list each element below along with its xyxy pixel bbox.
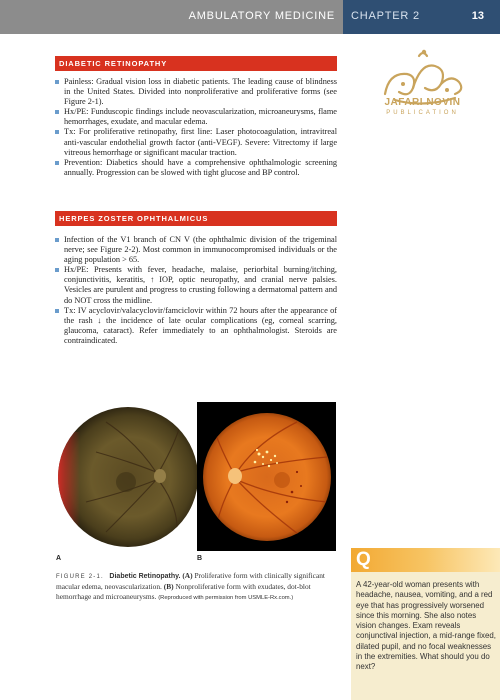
question-text: A 42-year-old woman presents with headache, nausea, vomiting, and a red eye that has progressively worsened since this morning. She also notes vision changes. Exam reveals conjunctival injection, a mid-range fixed, dilated pupil, and no focal weaknesses in the extremities. What should you do next? (356, 580, 496, 672)
figure-title: Diabetic Retinopathy. (109, 573, 181, 580)
list-item: Infection of the V1 branch of CN V (the ophthalmic division of the trigeminal nerve; see Figure 2-2). Most common in immunocompromised individuals or the aging population > 65. (55, 235, 337, 265)
question-strip (351, 548, 500, 572)
running-title: AMBULATORY MEDICINE (188, 10, 335, 22)
chapter-label: CHAPTER 2 (351, 10, 420, 22)
figure-label-a: A (56, 555, 62, 562)
bullet-list-herpes-zoster (55, 235, 337, 346)
chapter-header (343, 0, 500, 34)
caption-label-a: (A) (182, 571, 193, 580)
section-heading-herpes-zoster (55, 211, 337, 226)
caption-text-b: Nonproliferative form with exudates, dot-blot hemorrhage and microaneurysms. (56, 582, 311, 601)
page-number: 13 (471, 10, 484, 22)
running-header (0, 0, 343, 34)
section-heading-text: HERPES ZOSTER OPHTHALMICUS (59, 214, 209, 223)
caption-reproduction-note: (Reproduced with permission from USMLE-Rx.com.) (158, 594, 294, 601)
list-item: Hx/PE: Funduscopic findings include neovascularization, microaneurysms, flame hemorrhages, exudate, and macular edema. (55, 107, 337, 127)
caption-text-a: Proliferative form with clinically significant macular edema, neovascularization. (56, 571, 325, 592)
list-item: Tx: IV acyclovir/valacyclovir/famciclovir within 72 hours after the appearance of the rash ↓ the incidence of late ocular complications (eg, corneal scarring, glaucoma, cataract). Refer immediately to an ophthalmologist. Steroids are contraindicated. (55, 306, 337, 346)
figure-number: FIGURE 2-1. (56, 574, 104, 580)
publisher-name: JAFARI NOVIN (384, 97, 461, 108)
question-letter: Q (356, 549, 371, 570)
figure-label-b: B (197, 555, 203, 562)
list-item: Hx/PE: Presents with fever, headache, malaise, periorbital burning/itching, conjunctivitis, keratitis, ↑ IOP, optic neuropathy, and cranial nerve palsies. Vesicles are purulent and progress to crusting following a dermatomal pattern and do NOT cross the midline. (55, 265, 337, 305)
list-item: Tx: For proliferative retinopathy, first line: Laser photocoagulation, intravitreal anti-vascular endothelial growth factor (anti-VEGF). Severe: Vitrectomy if large vitreous hemorrhage or significant macular traction. (55, 127, 337, 157)
list-item: Painless: Gradual vision loss in diabetic patients. The leading cause of blindness in the United States. Divided into nonproliferative and proliferative forms (see Figure 2-1). (55, 77, 337, 107)
section-heading-text: DIABETIC RETINOPATHY (59, 59, 168, 68)
caption-label-b: (B) (163, 582, 174, 592)
section-heading-diabetic-retinopathy (55, 56, 337, 71)
figure-image-b (197, 402, 336, 551)
publisher-subtitle: PUBLICATION (386, 110, 459, 116)
figure-caption (56, 571, 341, 603)
bullet-list-diabetic-retinopathy (55, 77, 337, 178)
figure-image-a (56, 402, 197, 551)
list-item: Prevention: Diabetics should have a comprehensive ophthalmologic screening annually. Progression can be slowed with tight glucose and BP control. (55, 158, 337, 178)
